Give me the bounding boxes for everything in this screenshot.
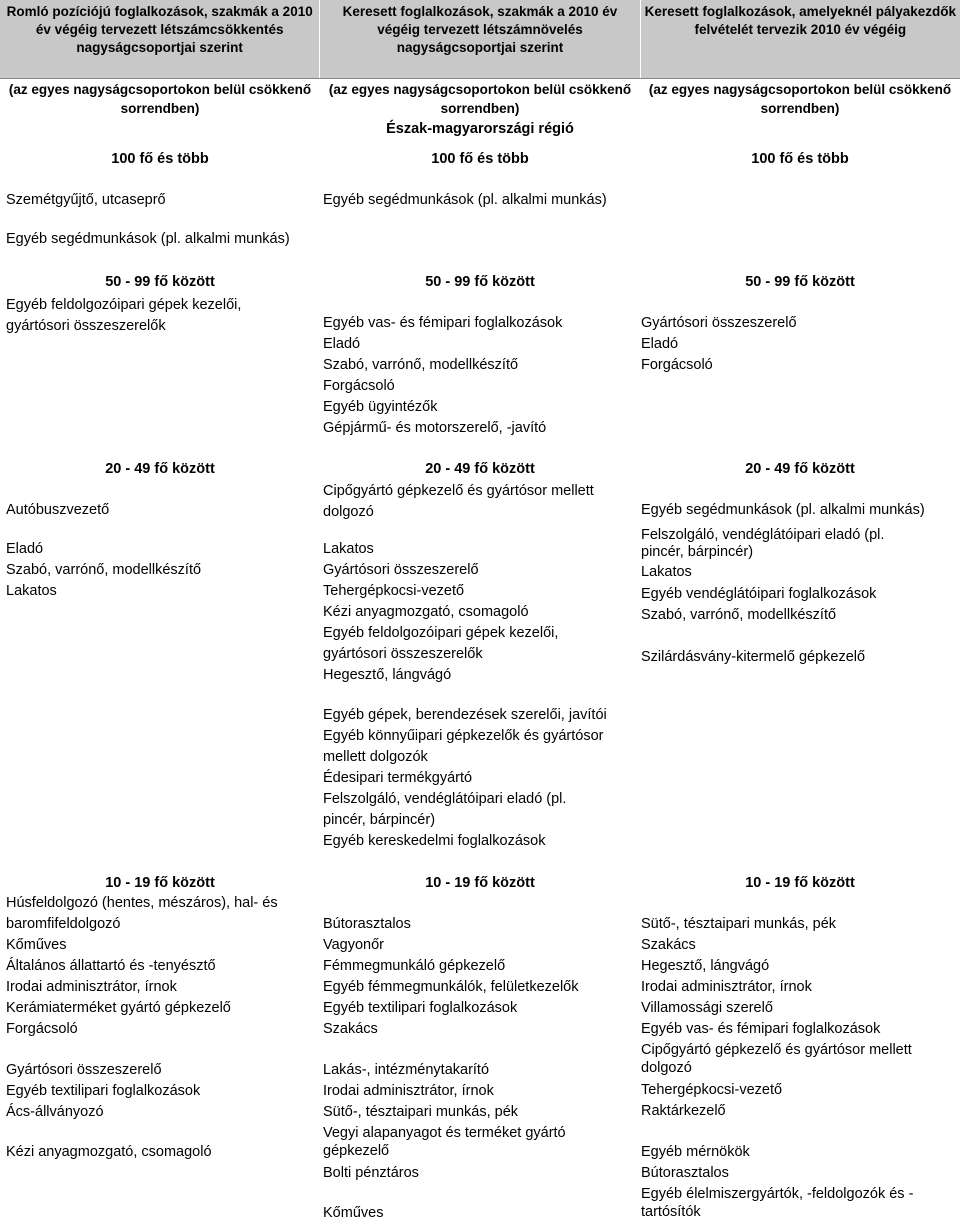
list-item: mellett dolgozók <box>323 749 428 765</box>
list-item: dolgozó <box>323 504 374 520</box>
list-item: Egyéb feldolgozóipari gépek kezelői, <box>6 297 242 313</box>
list-item: Eladó <box>6 541 44 557</box>
list-item: Egyéb segédmunkások (pl. alkalmi munkás) <box>6 231 290 247</box>
list-item: Egyéb vas- és fémipari foglalkozások <box>323 315 563 331</box>
list-item: Egyéb gépek, berendezések szerelői, javítói <box>323 707 607 723</box>
group-heading-20: 20 - 49 fő között <box>425 461 535 477</box>
list-item: gyártósori összeszerelők <box>6 318 166 334</box>
subheader-col-2: (az egyes nagyságcsoportokon belül csökkenő sorrendben) <box>328 82 632 116</box>
list-item: Egyéb vendéglátóipari foglalkozások <box>641 586 877 602</box>
list-item: tartósítók <box>641 1204 701 1220</box>
list-item: Kézi anyagmozgató, csomagoló <box>6 1144 212 1160</box>
list-item: Szemétgyűjtő, utcaseprő <box>6 192 166 208</box>
list-item: Egyéb mérnökök <box>641 1144 750 1160</box>
list-item: Cipőgyártó gépkezelő és gyártósor mellett <box>641 1042 912 1058</box>
list-item: Bútorasztalos <box>323 916 411 932</box>
list-item: Egyéb textilipari foglalkozások <box>6 1083 201 1099</box>
list-item: pincér, bárpincér) <box>641 544 754 560</box>
list-item: gyártósori összeszerelők <box>323 646 483 662</box>
list-item: Ács-állványozó <box>6 1104 104 1120</box>
list-item: Szilárdásvány-kitermelő gépkezelő <box>641 649 866 665</box>
header-col-3: Keresett foglalkozások, amelyeknél pályakezdők felvételét tervezik 2010 év végéig <box>641 0 960 78</box>
list-item: gépkezelő <box>323 1143 390 1159</box>
list-item: Tehergépkocsi-vezető <box>323 583 465 599</box>
group-heading-100: 100 fő és több <box>751 151 849 167</box>
list-item: Vagyonőr <box>323 937 384 953</box>
group-heading-20: 20 - 49 fő között <box>105 461 215 477</box>
list-item: Forgácsoló <box>6 1021 78 1037</box>
list-item: Felszolgáló, vendéglátóipari eladó (pl. <box>641 527 885 543</box>
list-item: Cipőgyártó gépkezelő és gyártósor mellett <box>323 483 594 499</box>
list-item: Eladó <box>323 336 361 352</box>
list-item: Autóbuszvezető <box>6 502 110 518</box>
list-item: Irodai adminisztrátor, írnok <box>641 979 812 995</box>
list-item: Raktárkezelő <box>641 1103 726 1119</box>
list-item: Húsfeldolgozó (hentes, mészáros), hal- és <box>6 895 278 911</box>
list-item: Általános állattartó és -tenyésztő <box>6 958 216 974</box>
list-item: Lakatos <box>641 564 692 580</box>
group-heading-20: 20 - 49 fő között <box>745 461 855 477</box>
list-item: Hegesztő, lángvágó <box>323 667 452 683</box>
list-item: Fémmegmunkáló gépkezelő <box>323 958 506 974</box>
list-item: Eladó <box>641 336 679 352</box>
list-item: Sütő-, tésztaipari munkás, pék <box>641 916 837 932</box>
list-item: Egyéb fémmegmunkálók, felületkezelők <box>323 979 579 995</box>
list-item: Egyéb vas- és fémipari foglalkozások <box>641 1021 881 1037</box>
list-item: Sütő-, tésztaipari munkás, pék <box>323 1104 519 1120</box>
list-item: Tehergépkocsi-vezető <box>641 1082 783 1098</box>
list-item: Gépjármű- és motorszerelő, -javító <box>323 420 547 436</box>
list-item: Szabó, varrónő, modellkészítő <box>641 607 837 623</box>
list-item: Hegesztő, lángvágó <box>641 958 770 974</box>
list-item: Irodai adminisztrátor, írnok <box>323 1083 494 1099</box>
list-item: Gyártósori összeszerelő <box>641 315 797 331</box>
list-item: Egyéb ügyintézők <box>323 399 438 415</box>
group-heading-10: 10 - 19 fő között <box>425 875 535 891</box>
list-item: Szakács <box>641 937 696 953</box>
list-item: Szakács <box>323 1021 378 1037</box>
list-item: Egyéb kereskedelmi foglalkozások <box>323 833 546 849</box>
list-item: Kőműves <box>323 1205 384 1221</box>
list-item: Gyártósori összeszerelő <box>323 562 479 578</box>
list-item: Bolti pénztáros <box>323 1165 419 1181</box>
list-item: baromfifeldolgozó <box>6 916 121 932</box>
list-item: Vegyi alapanyagot és terméket gyártó <box>323 1125 566 1141</box>
list-item: Lakás-, intézménytakarító <box>323 1062 490 1078</box>
list-item: Villamossági szerelő <box>641 1000 773 1016</box>
group-heading-50: 50 - 99 fő között <box>745 274 855 290</box>
header-col-1: Romló pozíciójú foglalkozások, szakmák a 2010 év végéig tervezett létszámcsökkentés nagyságcsoportjai szerint <box>0 0 320 78</box>
group-heading-50: 50 - 99 fő között <box>425 274 535 290</box>
list-item: Lakatos <box>6 583 57 599</box>
list-item: Szabó, varrónő, modellkészítő <box>6 562 202 578</box>
list-item: Bútorasztalos <box>641 1165 729 1181</box>
list-item: Egyéb segédmunkások (pl. alkalmi munkás) <box>641 502 925 518</box>
list-item: Egyéb textilipari foglalkozások <box>323 1000 518 1016</box>
list-item: Egyéb segédmunkások (pl. alkalmi munkás) <box>323 192 607 208</box>
list-item: Forgácsoló <box>323 378 395 394</box>
list-item: Kézi anyagmozgató, csomagoló <box>323 604 529 620</box>
list-item: Felszolgáló, vendéglátóipari eladó (pl. <box>323 791 567 807</box>
group-heading-10: 10 - 19 fő között <box>105 875 215 891</box>
list-item: Kerámiaterméket gyártó gépkezelő <box>6 1000 231 1016</box>
group-heading-100: 100 fő és több <box>111 151 209 167</box>
group-heading-50: 50 - 99 fő között <box>105 274 215 290</box>
list-item: Forgácsoló <box>641 357 713 373</box>
list-item: Egyéb élelmiszergyártók, -feldolgozók és - <box>641 1186 914 1202</box>
list-item: Lakatos <box>323 541 374 557</box>
region-title: Észak-magyarországi régió <box>386 121 574 137</box>
header-col-2: Keresett foglalkozások, szakmák a 2010 év végéig tervezett létszámnövelés nagyságcsoportjai szerint <box>320 0 640 78</box>
list-item: Édesipari termékgyártó <box>323 770 473 786</box>
group-heading-100: 100 fő és több <box>431 151 529 167</box>
list-item: Irodai adminisztrátor, írnok <box>6 979 177 995</box>
subheader-col-3: (az egyes nagyságcsoportokon belül csökkenő sorrendben) <box>648 82 952 116</box>
list-item: pincér, bárpincér) <box>323 812 436 828</box>
list-item: Szabó, varrónő, modellkészítő <box>323 357 519 373</box>
subheader-col-1: (az egyes nagyságcsoportokon belül csökkenő sorrendben) <box>8 82 312 116</box>
list-item: Gyártósori összeszerelő <box>6 1062 162 1078</box>
list-item: Egyéb feldolgozóipari gépek kezelői, <box>323 625 559 641</box>
group-heading-10: 10 - 19 fő között <box>745 875 855 891</box>
list-item: Egyéb könnyűipari gépkezelők és gyártósor <box>323 728 604 744</box>
header-band <box>0 0 960 79</box>
list-item: Kőműves <box>6 937 67 953</box>
list-item: dolgozó <box>641 1060 692 1076</box>
